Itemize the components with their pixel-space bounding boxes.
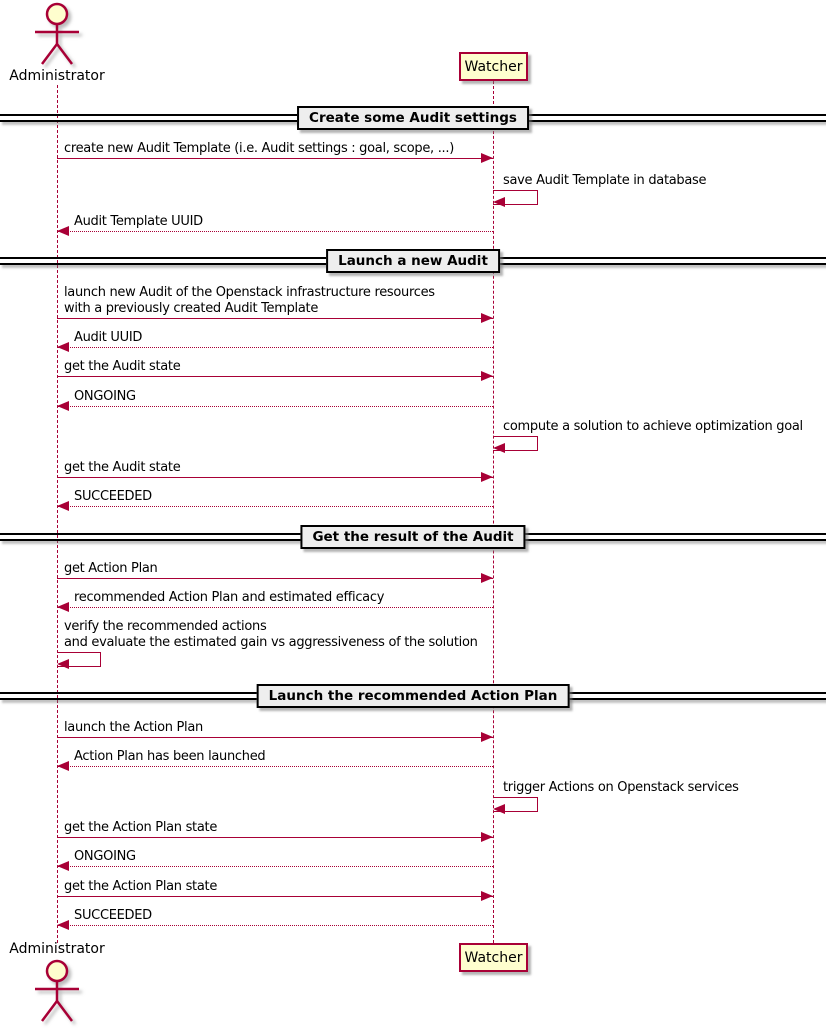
message-text-line: launch new Audit of the Openstack infrastructure resources xyxy=(64,285,435,300)
message-line xyxy=(57,506,493,507)
arrowhead xyxy=(481,371,493,381)
arrowhead xyxy=(57,602,69,612)
message-line xyxy=(57,737,493,738)
actor-icon xyxy=(32,2,82,66)
actor-label-administrator-bottom: Administrator xyxy=(9,941,105,957)
arrowhead xyxy=(57,920,69,930)
message-text: launch the Action Plan xyxy=(64,720,203,735)
message-line xyxy=(57,376,493,377)
message-text: get the Audit state xyxy=(64,359,181,374)
arrowhead xyxy=(481,732,493,742)
arrowhead xyxy=(481,573,493,583)
message-text-line: and evaluate the estimated gain vs aggressiveness of the solution xyxy=(64,635,478,650)
message-text: ONGOING xyxy=(74,389,136,404)
message-text: get the Action Plan state xyxy=(64,879,218,894)
message-text: trigger Actions on Openstack services xyxy=(503,780,739,795)
arrowhead xyxy=(493,443,505,453)
message-line xyxy=(57,766,493,767)
divider-label: Launch a new Audit xyxy=(326,249,500,273)
lifeline-administrator xyxy=(57,85,58,943)
message-text: recommended Action Plan and estimated efficacy xyxy=(74,590,385,605)
message-text: SUCCEEDED xyxy=(74,908,152,923)
arrowhead xyxy=(57,401,69,411)
arrowhead xyxy=(57,861,69,871)
message-text: Audit UUID xyxy=(74,330,143,345)
message-text: create new Audit Template (i.e. Audit settings : goal, scope, ...) xyxy=(64,141,454,156)
message-line xyxy=(57,925,493,926)
message-text-line: verify the recommended actions xyxy=(64,619,267,634)
message-text: get the Action Plan state xyxy=(64,820,218,835)
message-text: get the Audit state xyxy=(64,460,181,475)
message-text: compute a solution to achieve optimization goal xyxy=(503,419,803,434)
message-text xyxy=(64,285,435,317)
arrowhead xyxy=(481,891,493,901)
arrowhead xyxy=(493,804,505,814)
message-line xyxy=(57,837,493,838)
message-line xyxy=(57,231,493,232)
actor-label-administrator-top: Administrator xyxy=(9,68,105,84)
arrowhead xyxy=(57,501,69,511)
message-text: Action Plan has been launched xyxy=(74,749,266,764)
message-line xyxy=(57,578,493,579)
message-line xyxy=(57,896,493,897)
arrowhead xyxy=(493,197,505,207)
message-line xyxy=(57,477,493,478)
divider-label: Create some Audit settings xyxy=(297,106,529,130)
arrowhead xyxy=(57,659,69,669)
message-text: Audit Template UUID xyxy=(74,214,203,229)
participant-watcher-bottom: Watcher xyxy=(459,943,528,972)
arrowhead xyxy=(57,226,69,236)
message-text: SUCCEEDED xyxy=(74,489,152,504)
message-line xyxy=(57,318,493,319)
message-text: ONGOING xyxy=(74,849,136,864)
divider-label: Get the result of the Audit xyxy=(300,525,525,549)
message-line xyxy=(57,347,493,348)
message-text xyxy=(64,619,478,651)
divider-label: Launch the recommended Action Plan xyxy=(257,684,570,708)
arrowhead xyxy=(481,472,493,482)
actor-icon xyxy=(32,959,82,1023)
arrowhead xyxy=(57,761,69,771)
message-line xyxy=(57,158,493,159)
participant-watcher-top: Watcher xyxy=(459,52,528,81)
message-text: save Audit Template in database xyxy=(503,173,707,188)
message-line xyxy=(57,866,493,867)
message-line xyxy=(57,607,493,608)
arrowhead xyxy=(57,342,69,352)
arrowhead xyxy=(481,313,493,323)
message-line xyxy=(57,406,493,407)
arrowhead xyxy=(481,153,493,163)
message-text-line: with a previously created Audit Template xyxy=(64,301,319,316)
arrowhead xyxy=(481,832,493,842)
message-text: get Action Plan xyxy=(64,561,158,576)
